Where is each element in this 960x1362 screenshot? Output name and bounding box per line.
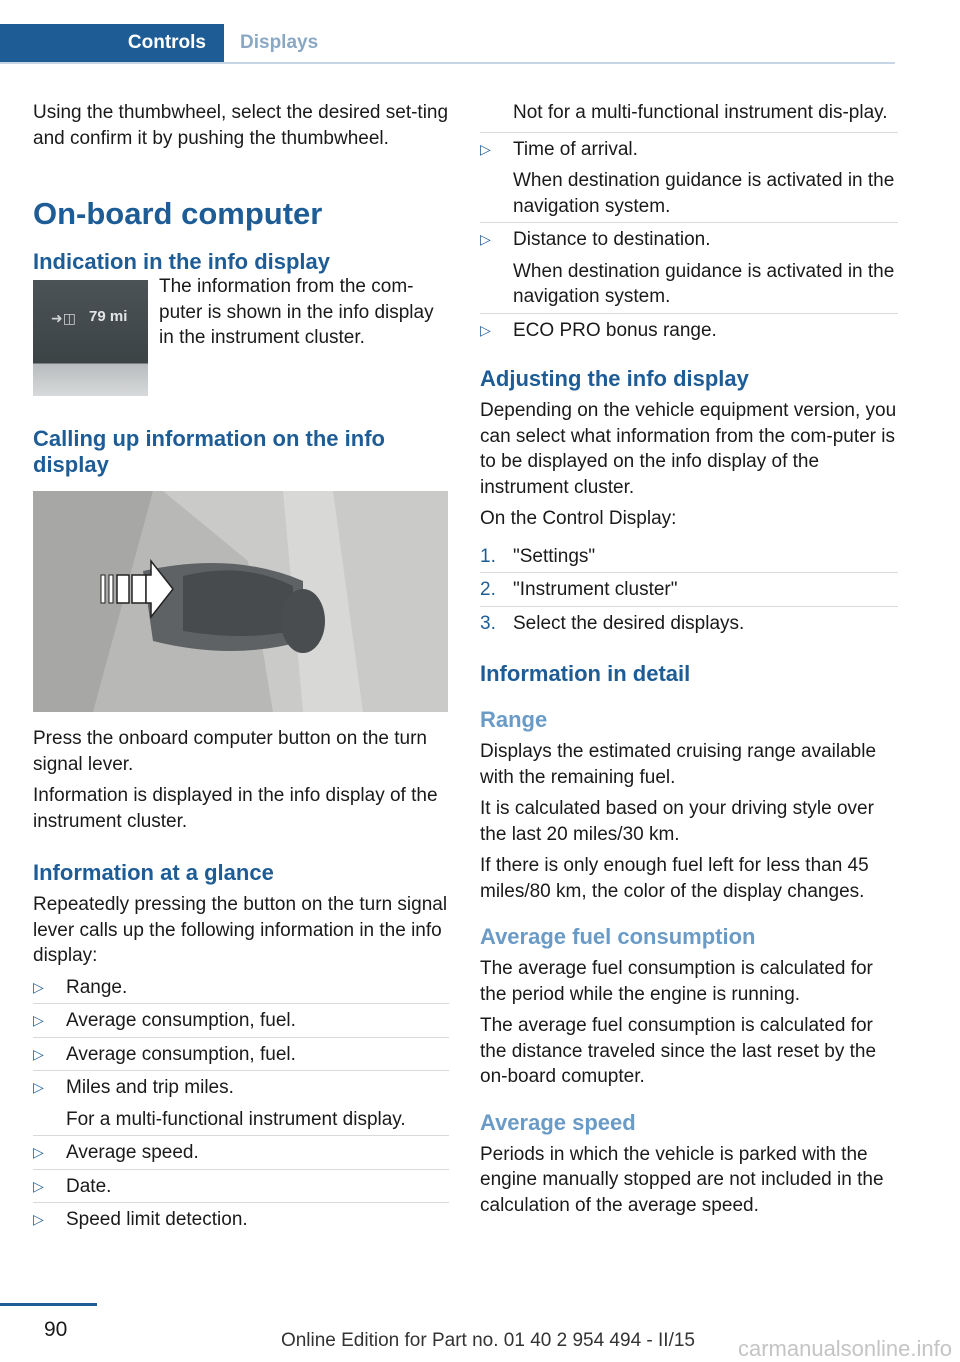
triangle-bullet-icon: ▷ <box>480 140 491 157</box>
turn-signal-lever-image <box>33 491 448 712</box>
glance-text: Repeatedly pressing the button on the turn signal lever calls up the following information in the info display: <box>33 894 448 966</box>
heading-info-display: Indication in the info display <box>33 249 331 274</box>
heading-avg-fuel: Average fuel consumption <box>480 924 756 949</box>
page-header <box>0 0 895 64</box>
list-item: ▷ Range. <box>33 971 449 1005</box>
info-display-text: The information from the com-puter is shown in the info display in the instrument cluster. <box>159 276 434 348</box>
list-item: ▷ Average consumption, fuel. <box>33 1038 449 1072</box>
footer-rule <box>0 1303 97 1306</box>
right-column <box>480 100 898 1224</box>
heading-range: Range <box>480 707 548 732</box>
tab-controls[interactable]: Controls <box>0 24 224 62</box>
fuel-text-2: The average fuel consumption is calculated for the distance traveled since the last reset by the on-board comupter. <box>480 1015 877 1087</box>
fuel-range-icon: ➜◫ <box>51 310 76 326</box>
triangle-bullet-icon: ▷ <box>33 1144 44 1160</box>
heading-at-a-glance: Information at a glance <box>33 860 274 885</box>
left-column <box>33 100 449 1236</box>
continued-text: Not for a multi-functional instrument dis-play. <box>480 100 898 133</box>
list-item: ▷ Speed limit detection. <box>33 1203 449 1236</box>
triangle-bullet-icon: ▷ <box>33 1045 44 1062</box>
triangle-bullet-icon: ▷ <box>33 1211 44 1227</box>
triangle-bullet-icon: ▷ <box>480 231 491 247</box>
info-display-figure <box>33 276 449 396</box>
range-text-1: Displays the estimated cruising range available with the remaining fuel. <box>480 741 877 788</box>
list-item: 3. Select the desired displays. <box>480 612 745 634</box>
control-display-text: On the Control Display: <box>480 508 677 529</box>
press-button-text: Press the onboard computer button on the turn signal lever. <box>33 728 427 775</box>
steps-list <box>480 540 898 640</box>
list-item: ▷ Time of arrival. When destination guidance is activated in the navigation system. <box>480 133 898 224</box>
triangle-bullet-icon: ▷ <box>33 978 44 995</box>
info-displayed-text: Information is displayed in the info display of the instrument cluster. <box>33 785 438 832</box>
triangle-bullet-icon: ▷ <box>33 1079 44 1095</box>
instrument-cluster-image <box>33 280 148 396</box>
page-number: 90 <box>44 1318 68 1341</box>
heading-adjusting: Adjusting the info display <box>480 366 749 391</box>
list-item: ▷ Average speed. <box>33 1136 449 1170</box>
heading-avg-speed: Average speed <box>480 1109 636 1135</box>
adjusting-text: Depending on the vehicle equipment version, you can select what information from the com-puter is to be displayed on the info display of the instrument cluster. <box>480 400 897 498</box>
cluster-readout: 79 mi <box>89 308 128 325</box>
edition-text: Online Edition for Part no. 01 40 2 954 494 - II/15 <box>280 1330 695 1351</box>
list-item: ▷ ECO PRO bonus range. <box>480 314 898 347</box>
intro-text: Using the thumbwheel, select the desired set-ting and confirm it by pushing the thumbwheel. <box>33 102 449 149</box>
speed-text: Periods in which the vehicle is parked with the engine manually stopped are not included in the calculation of the average speed. <box>480 1143 884 1216</box>
heading-calling-up: Calling up information on the info display <box>33 426 385 477</box>
triangle-bullet-icon: ▷ <box>480 321 491 338</box>
list-item: ▷ Average consumption, fuel. <box>33 1004 449 1038</box>
list-item: 1. "Settings" <box>480 540 898 574</box>
list-item: ▷ Date. <box>33 1170 449 1204</box>
triangle-bullet-icon: ▷ <box>33 1177 44 1194</box>
heading-detail: Information in detail <box>480 661 691 686</box>
list-item: ▷ Miles and trip miles. For a multi-functional instrument display. <box>33 1071 449 1136</box>
range-text-3: If there is only enough fuel left for less than 45 miles/80 km, the color of the display changes. <box>480 855 869 902</box>
tab-displays[interactable]: Displays <box>240 32 319 53</box>
fuel-text-1: The average fuel consumption is calculated for the period while the engine is running. <box>480 958 873 1005</box>
list-item: ▷ Distance to destination. When destination guidance is activated in the navigation system. <box>480 223 898 314</box>
glance-list-continued <box>480 133 898 347</box>
glance-list <box>33 971 449 1236</box>
watermark: carmanualsonline.info <box>737 1336 952 1361</box>
range-text-2: It is calculated based on your driving style over the last 20 miles/30 km. <box>480 798 874 845</box>
section-title: On-board computer <box>33 196 323 231</box>
triangle-bullet-icon: ▷ <box>33 1012 44 1028</box>
list-item: 2. "Instrument cluster" <box>480 573 898 607</box>
